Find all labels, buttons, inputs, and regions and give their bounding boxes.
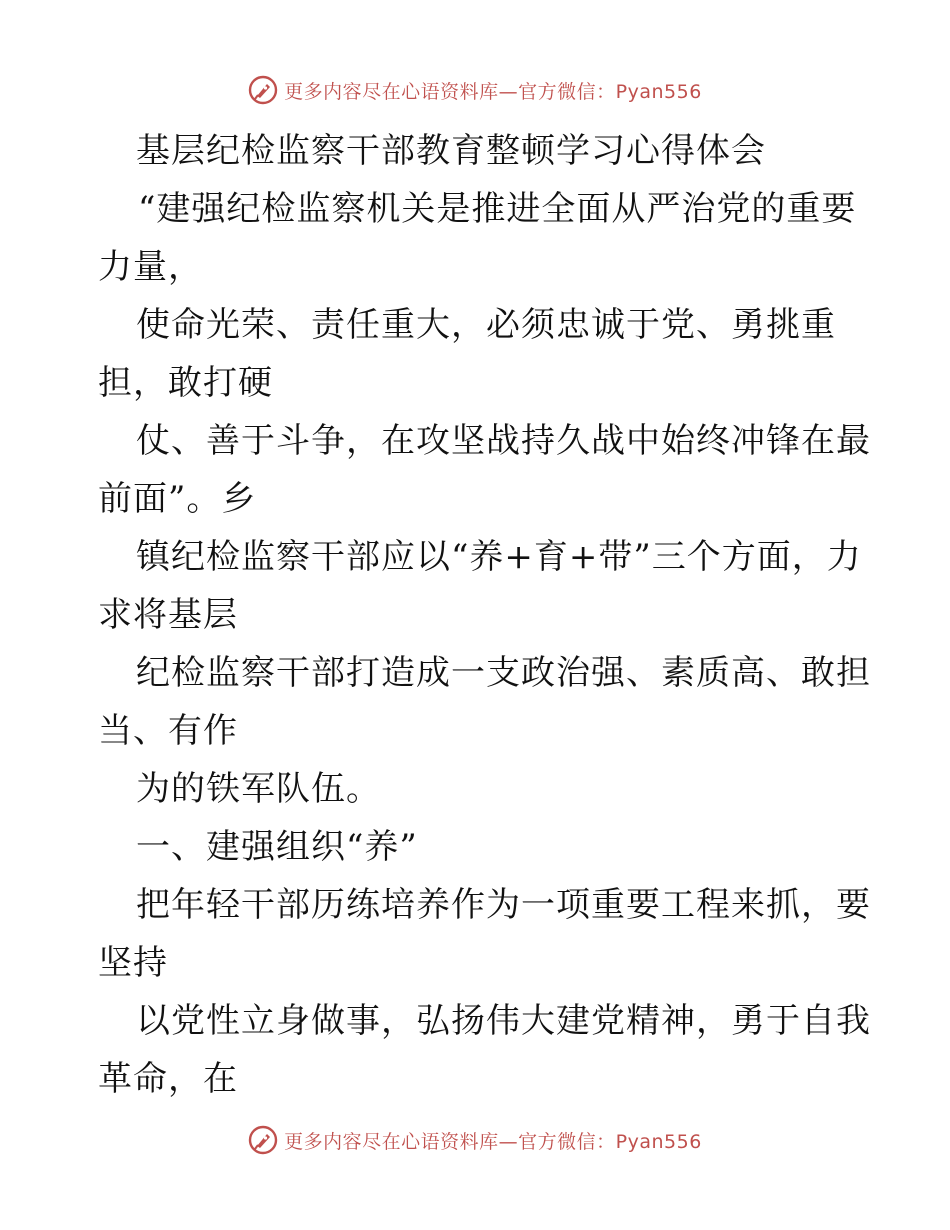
paragraph-line: 坚持 <box>98 943 168 983</box>
paragraph-line: 力量， <box>98 247 203 287</box>
paragraph-line: 镇纪检监察干部应以“养+育+带”三个方面，力 <box>136 537 862 577</box>
header-banner <box>0 70 950 110</box>
paragraph-line: 前面”。乡 <box>98 479 257 519</box>
banner-text: 更多内容尽在心语资料库—官方微信：Pyan556 <box>284 1130 702 1153</box>
paragraph-line: 担，敢打硬 <box>98 363 273 403</box>
paragraph-line: “建强纪检监察机关是推进全面从严治党的重要 <box>138 189 857 229</box>
pen-nib-logo-icon <box>248 1125 278 1155</box>
document-title: 基层纪检监察干部教育整顿学习心得体会 <box>136 131 766 171</box>
paragraph-line: 以党性立身做事，弘扬伟大建党精神，勇于自我 <box>136 1001 871 1041</box>
document-body <box>98 122 871 1108</box>
paragraph-line: 当、有作 <box>98 711 238 751</box>
paragraph-line: 仗、善于斗争，在攻坚战持久战中始终冲锋在最 <box>136 421 871 461</box>
banner-text: 更多内容尽在心语资料库—官方微信：Pyan556 <box>284 80 702 103</box>
paragraph-line: 为的铁军队伍。 <box>136 769 381 809</box>
pen-nib-logo-icon <box>248 75 278 105</box>
paragraph-line: 纪检监察干部打造成一支政治强、素质高、敢担 <box>136 653 871 693</box>
section-heading: 一、建强组织“养” <box>136 827 418 867</box>
paragraph-line: 把年轻干部历练培养作为一项重要工程来抓，要 <box>136 885 871 925</box>
paragraph-line: 求将基层 <box>98 595 238 635</box>
paragraph-line: 使命光荣、责任重大，必须忠诚于党、勇挑重 <box>136 305 836 345</box>
paragraph-line: 革命，在 <box>98 1059 238 1099</box>
footer-banner <box>0 1120 950 1160</box>
